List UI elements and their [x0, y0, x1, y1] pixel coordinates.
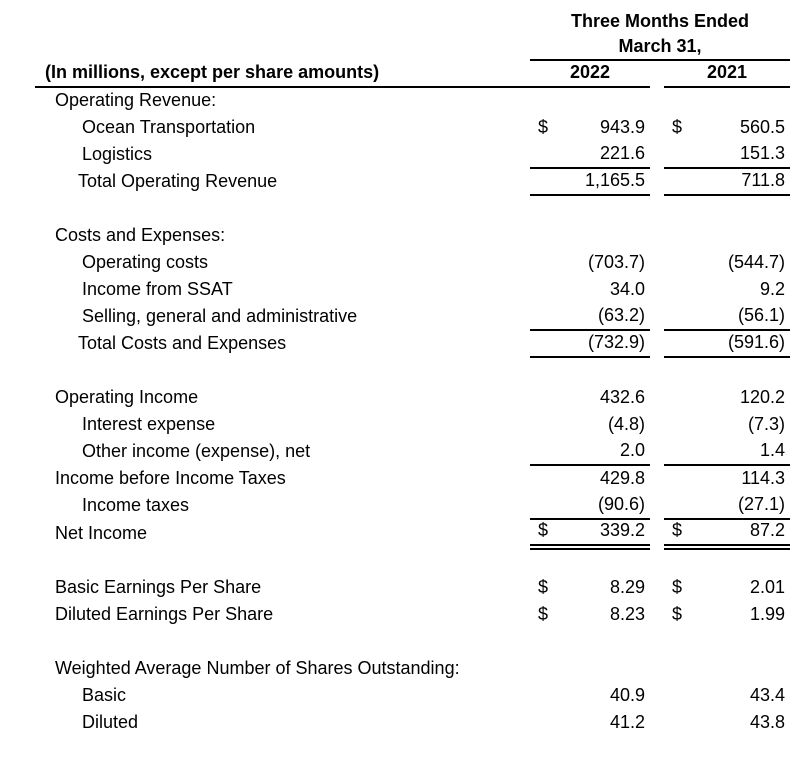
amount-2022: 339.2: [599, 520, 645, 540]
amount-2022: 40.9: [609, 685, 645, 705]
amount-2021: 9.2: [760, 279, 786, 299]
amount-2021: 43.8: [749, 712, 786, 732]
currency-symbol: $: [672, 577, 683, 597]
spacer-row: [35, 195, 790, 222]
amount-2022: 34.0: [609, 279, 645, 299]
value-2022: [530, 465, 650, 492]
section-row: [35, 222, 790, 249]
value-2021: [664, 655, 790, 682]
column-gap: [650, 168, 664, 195]
value-2021: [664, 465, 790, 492]
table-row: [35, 303, 790, 330]
column-gap: [650, 60, 664, 87]
period-title: Three Months Ended: [571, 11, 750, 31]
value-2022: [530, 519, 650, 547]
amount-2021: 43.4: [749, 685, 786, 705]
value-2022: [530, 384, 650, 411]
amount-2021: 87.2: [749, 520, 786, 540]
value-2021: [664, 222, 790, 249]
value-2022: [530, 709, 650, 736]
row-label: Total Operating Revenue: [78, 171, 278, 191]
amount-2022: (90.6): [597, 494, 645, 514]
column-gap: [650, 249, 664, 276]
table-row: [35, 438, 790, 465]
value-2021: [664, 141, 790, 168]
column-gap: [650, 330, 664, 357]
table-row: [35, 574, 790, 601]
value-2022: [530, 682, 650, 709]
amount-2021: 1.4: [760, 440, 786, 460]
amount-2021: (591.6): [727, 332, 786, 352]
table-row: [35, 411, 790, 438]
value-2022: [530, 574, 650, 601]
spacer-cell: [35, 357, 790, 384]
header-row-columns: [35, 60, 790, 87]
currency-symbol: $: [672, 604, 683, 624]
amount-2021: 560.5: [739, 117, 786, 137]
row-label: Income from SSAT: [82, 279, 233, 299]
amount-2021: (27.1): [738, 494, 786, 514]
value-2022: [530, 601, 650, 628]
row-label-header: (In millions, except per share amounts): [35, 60, 530, 87]
value-2022: [530, 492, 650, 519]
amount-2022: 429.8: [599, 468, 645, 488]
amount-2021: (7.3): [748, 414, 786, 434]
column-gap: [650, 141, 664, 168]
table-row: [35, 330, 790, 357]
value-2021: [664, 87, 790, 114]
column-gap: [650, 492, 664, 519]
row-label: Income taxes: [82, 495, 190, 515]
header-row-period-date: [35, 33, 790, 60]
value-2021: [664, 168, 790, 195]
amount-2022: (703.7): [587, 252, 645, 272]
value-2021: [664, 492, 790, 519]
column-gap: [650, 276, 664, 303]
row-label: Total Costs and Expenses: [78, 333, 287, 353]
column-header-2022: 2022: [530, 60, 650, 87]
spacer-cell: [35, 628, 790, 655]
value-2022: [530, 655, 650, 682]
section-row: [35, 87, 790, 114]
currency-symbol: $: [538, 577, 549, 597]
row-label: Ocean Transportation: [82, 117, 256, 137]
amount-2022: 943.9: [599, 117, 645, 137]
row-label: Other income (expense), net: [82, 441, 311, 461]
row-label: Diluted: [82, 712, 139, 732]
amount-2021: 120.2: [739, 387, 786, 407]
amount-2022: 41.2: [609, 712, 645, 732]
row-label: Operating costs: [82, 252, 209, 272]
column-gap: [650, 114, 664, 141]
table-row: [35, 519, 790, 547]
table-row: [35, 492, 790, 519]
table-row: [35, 114, 790, 141]
currency-symbol: $: [672, 520, 683, 540]
amount-2021: 114.3: [741, 468, 786, 488]
value-2022: [530, 411, 650, 438]
amount-2021: 151.3: [739, 143, 786, 163]
column-gap: [650, 384, 664, 411]
amount-2022: 8.29: [609, 577, 645, 597]
column-gap: [650, 303, 664, 330]
value-2022: [530, 168, 650, 195]
amount-2022: 1,165.5: [584, 170, 645, 190]
spacer-row: [35, 547, 790, 574]
table-row: [35, 709, 790, 736]
amount-2022: (732.9): [587, 332, 645, 352]
row-label: Logistics: [82, 144, 153, 164]
table-row: [35, 249, 790, 276]
value-2021: [664, 574, 790, 601]
value-2022: [530, 222, 650, 249]
table-row: [35, 141, 790, 168]
row-label: Diluted Earnings Per Share: [55, 604, 274, 624]
value-2022: [530, 249, 650, 276]
row-label: Income before Income Taxes: [55, 468, 286, 488]
spacer-cell: [35, 547, 790, 574]
table-row: [35, 465, 790, 492]
column-gap: [650, 222, 664, 249]
row-label: Basic: [82, 685, 127, 705]
value-2022: [530, 303, 650, 330]
value-2021: [664, 330, 790, 357]
column-gap: [650, 438, 664, 465]
empty-cell: [35, 33, 530, 60]
value-2021: [664, 303, 790, 330]
amount-2022: 432.6: [599, 387, 645, 407]
row-label: Selling, general and administrative: [82, 306, 358, 326]
table-row: [35, 601, 790, 628]
table-body: [35, 87, 790, 736]
column-gap: [650, 574, 664, 601]
amount-2022: (63.2): [597, 305, 645, 325]
row-label: Basic Earnings Per Share: [55, 577, 262, 597]
amount-2022: 8.23: [609, 604, 645, 624]
row-label: Operating Income: [55, 387, 199, 407]
amount-2021: 711.8: [741, 170, 786, 190]
value-2021: [664, 114, 790, 141]
value-2022: [530, 114, 650, 141]
table-row: [35, 384, 790, 411]
column-gap: [650, 411, 664, 438]
amount-2022: 2.0: [619, 440, 645, 460]
value-2021: [664, 276, 790, 303]
row-label: Weighted Average Number of Shares Outstanding:: [55, 658, 460, 678]
currency-symbol: $: [538, 604, 549, 624]
column-gap: [650, 709, 664, 736]
row-label: Operating Revenue:: [55, 90, 217, 110]
column-gap: [650, 519, 664, 547]
currency-symbol: $: [538, 117, 549, 137]
column-gap: [650, 682, 664, 709]
value-2021: [664, 384, 790, 411]
spacer-row: [35, 628, 790, 655]
column-gap: [650, 601, 664, 628]
amount-2022: (4.8): [607, 414, 645, 434]
table-row: [35, 168, 790, 195]
period-date: March 31,: [530, 33, 790, 60]
value-2021: [664, 682, 790, 709]
column-header-2021: 2021: [664, 60, 790, 87]
amount-2021: 2.01: [749, 577, 786, 597]
currency-symbol: $: [672, 117, 683, 137]
value-2021: [664, 411, 790, 438]
row-label: Costs and Expenses:: [55, 225, 226, 245]
row-label: Net Income: [55, 523, 148, 543]
amount-2022: 221.6: [599, 143, 645, 163]
amount-2021: (544.7): [727, 252, 786, 272]
amount-2021: (56.1): [738, 305, 786, 325]
income-statement-table: [35, 6, 790, 736]
empty-cell: [35, 6, 530, 33]
value-2022: [530, 438, 650, 465]
value-2021: [664, 438, 790, 465]
value-2021: [664, 709, 790, 736]
value-2022: [530, 330, 650, 357]
table-row: [35, 682, 790, 709]
value-2022: [530, 141, 650, 168]
amount-2021: 1.99: [749, 604, 786, 624]
value-2021: [664, 519, 790, 547]
spacer-row: [35, 357, 790, 384]
section-row: [35, 655, 790, 682]
column-gap: [650, 87, 664, 114]
currency-symbol: $: [538, 520, 549, 540]
spacer-cell: [35, 195, 790, 222]
value-2021: [664, 249, 790, 276]
table-row: [35, 276, 790, 303]
row-label: Interest expense: [82, 414, 216, 434]
value-2021: [664, 601, 790, 628]
value-2022: [530, 87, 650, 114]
column-gap: [650, 655, 664, 682]
header-row-period-title: [35, 6, 790, 33]
value-2022: [530, 276, 650, 303]
column-gap: [650, 465, 664, 492]
